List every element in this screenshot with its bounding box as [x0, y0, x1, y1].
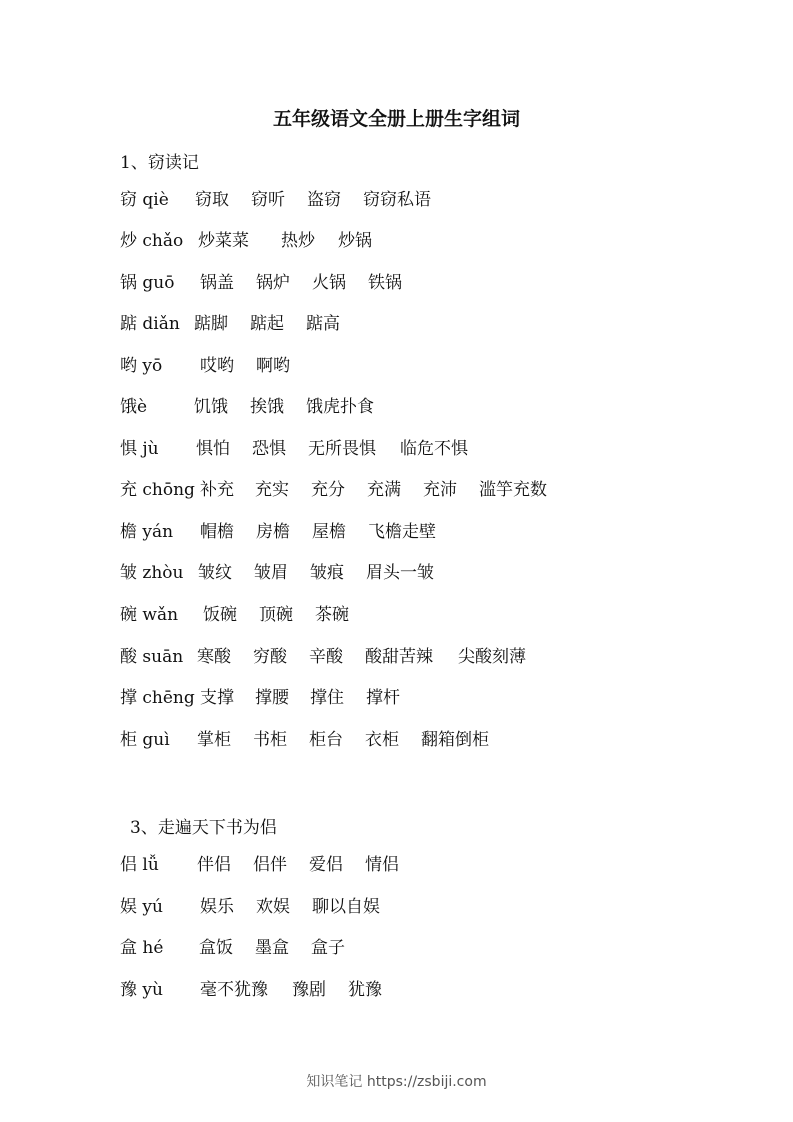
word: 无所畏惧 [308, 439, 376, 459]
word: 盒饭 [199, 938, 233, 958]
character-pinyin: 充 chōng [120, 480, 195, 500]
word: 饥饿 [194, 397, 228, 417]
word: 犹豫 [348, 980, 382, 1000]
word: 皱痕 [310, 563, 344, 583]
word: 辛酸 [309, 647, 343, 667]
word: 穷酸 [253, 647, 287, 667]
word: 惧怕 [196, 439, 230, 459]
word: 踮起 [250, 314, 284, 334]
word: 踮脚 [194, 314, 228, 334]
character-pinyin: 娱 yú [120, 897, 163, 917]
word: 毫不犹豫 [200, 980, 268, 1000]
section-heading: 1、窃读记 [120, 153, 199, 173]
word: 炒菜菜 [198, 231, 249, 251]
word: 补充 [200, 480, 234, 500]
word: 豫剧 [292, 980, 326, 1000]
word: 伴侣 [197, 855, 231, 875]
character-pinyin: 酸 suān [120, 647, 184, 667]
word: 聊以自娱 [312, 897, 380, 917]
word: 临危不惧 [400, 439, 468, 459]
character-pinyin: 檐 yán [120, 522, 174, 542]
word: 饿虎扑食 [306, 397, 374, 417]
character-pinyin: 盒 hé [120, 938, 164, 958]
word: 眉头一皱 [366, 563, 434, 583]
word: 锅炉 [256, 273, 290, 293]
word: 柜台 [309, 730, 343, 750]
word: 踮高 [306, 314, 340, 334]
word: 书柜 [253, 730, 287, 750]
word: 尖酸刻薄 [458, 647, 526, 667]
character-pinyin: 碗 wǎn [120, 605, 179, 625]
word: 锅盖 [200, 273, 234, 293]
word: 翻箱倒柜 [421, 730, 489, 750]
word: 皱纹 [198, 563, 232, 583]
word: 掌柜 [197, 730, 231, 750]
word: 撑住 [310, 688, 344, 708]
word: 酸甜苦辣 [365, 647, 433, 667]
character-pinyin: 皱 zhòu [120, 563, 184, 583]
word: 盗窃 [307, 190, 341, 210]
word: 铁锅 [368, 273, 402, 293]
word: 窃取 [195, 190, 229, 210]
word: 啊哟 [256, 356, 290, 376]
word: 滥竽充数 [479, 480, 547, 500]
word: 充实 [255, 480, 289, 500]
word: 恐惧 [252, 439, 286, 459]
character-pinyin: 饿è [120, 397, 148, 417]
character-pinyin: 惧 jù [120, 439, 159, 459]
word: 墨盒 [255, 938, 289, 958]
word: 窃窃私语 [363, 190, 431, 210]
footer-watermark: 知识笔记 https://zsbiji.com [306, 1074, 487, 1090]
word: 侣伴 [253, 855, 287, 875]
word: 盒子 [311, 938, 345, 958]
word: 充满 [367, 480, 401, 500]
word: 情侣 [365, 855, 399, 875]
word: 哎哟 [200, 356, 234, 376]
word: 寒酸 [197, 647, 231, 667]
section-heading: 3、走遍天下书为侣 [130, 818, 277, 838]
word: 撑杆 [366, 688, 400, 708]
word: 帽檐 [200, 522, 234, 542]
word: 娱乐 [200, 897, 234, 917]
character-pinyin: 侣 lǚ [120, 855, 159, 875]
word: 窃听 [251, 190, 285, 210]
character-pinyin: 踮 diǎn [120, 314, 180, 334]
word: 飞檐走壁 [368, 522, 436, 542]
word: 皱眉 [254, 563, 288, 583]
word: 欢娱 [256, 897, 290, 917]
character-pinyin: 窃 qiè [120, 190, 169, 210]
character-pinyin: 炒 chǎo [120, 231, 184, 251]
character-pinyin: 柜 guì [120, 730, 170, 750]
word: 饭碗 [203, 605, 237, 625]
word: 火锅 [312, 273, 346, 293]
word: 顶碗 [259, 605, 293, 625]
word: 撑腰 [255, 688, 289, 708]
word: 热炒 [281, 231, 315, 251]
word: 房檐 [256, 522, 290, 542]
word: 衣柜 [365, 730, 399, 750]
word: 屋檐 [312, 522, 346, 542]
page-title: 五年级语文全册上册生字组词 [272, 108, 520, 130]
word: 充沛 [423, 480, 457, 500]
word: 爱侣 [309, 855, 343, 875]
character-pinyin: 撑 chēng [120, 688, 195, 708]
word: 茶碗 [315, 605, 349, 625]
character-pinyin: 豫 yù [120, 980, 163, 1000]
word: 支撑 [200, 688, 234, 708]
character-pinyin: 锅 guō [120, 273, 175, 293]
word: 挨饿 [250, 397, 284, 417]
character-pinyin: 哟 yō [120, 356, 163, 376]
word: 炒锅 [338, 231, 372, 251]
word: 充分 [311, 480, 345, 500]
